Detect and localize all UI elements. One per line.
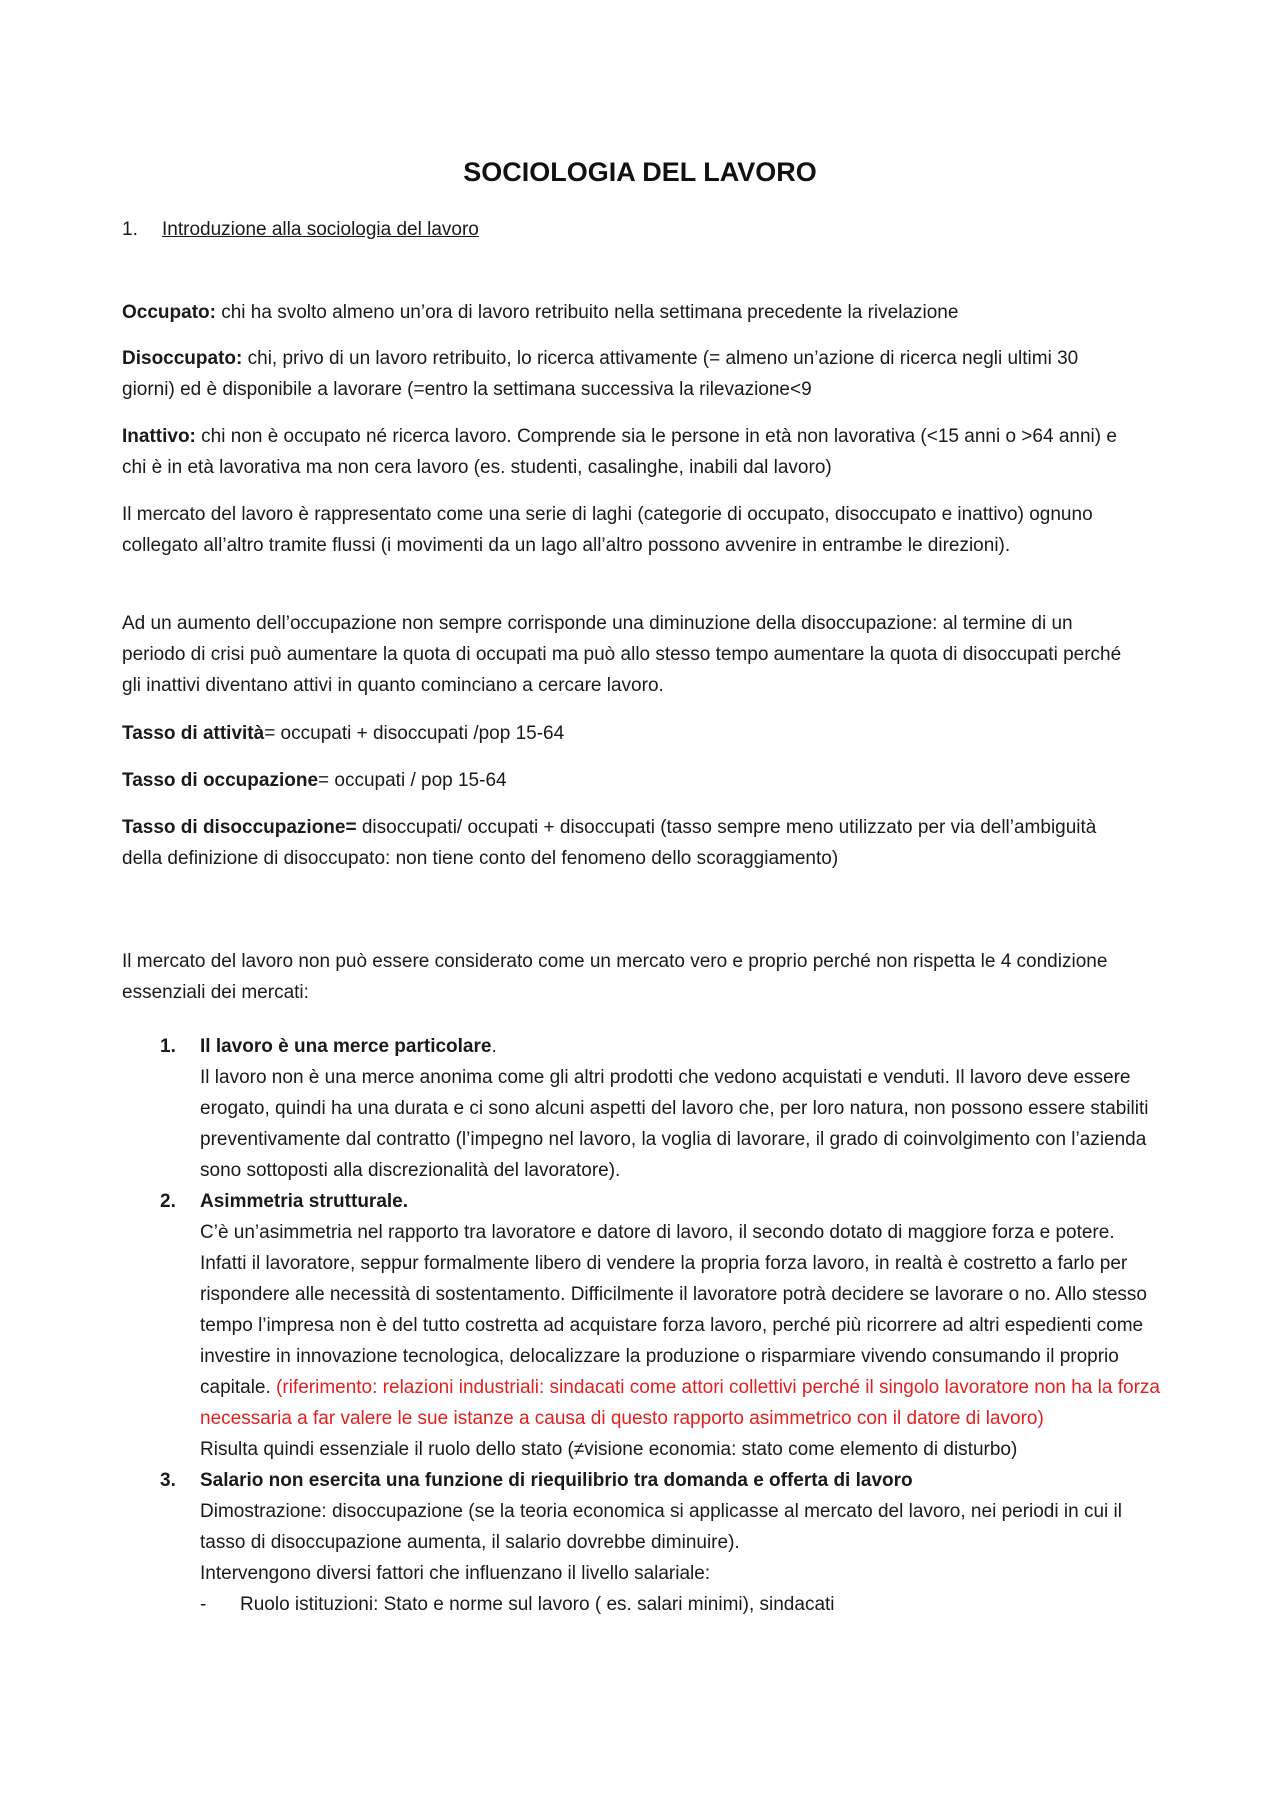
rate-term: Tasso di occupazione	[122, 770, 319, 791]
list-tail: Risulta quindi essenziale il ruolo dello stato (≠visione economia: stato come elemento di disturbo)	[200, 1439, 1018, 1460]
paragraph-laghi: Il mercato del lavoro è rappresentato come una serie di laghi (categorie di occupato, disoccupato e inattivo) ognuno collegato all’altro tramite flussi (i movimenti da un lago all’altro possono avvenire in entrambe le direzioni).	[122, 504, 1093, 556]
list-heading: Salario non esercita una funzione di riequilibrio tra domanda e offerta di lavoro	[200, 1470, 913, 1491]
section-label: Introduzione alla sociologia del lavoro	[162, 219, 479, 240]
definition-occupato	[122, 297, 1132, 328]
page-title: SOCIOLOGIA DEL LAVORO	[463, 157, 817, 187]
definition-term: Occupato:	[122, 302, 216, 323]
definition-disoccupato	[122, 343, 1132, 405]
paragraph-aumento: Ad un aumento dell’occupazione non sempre corrisponde una diminuzione della disoccupazione: al termine di un periodo di crisi può aumentare la quota di occupati ma può allo stesso tempo aumentare la quota di disoccupati perché gli inattivi diventano attivi in quanto cominciano a cercare lavoro.	[122, 613, 1122, 696]
paragraph-mercato: Il mercato del lavoro non può essere considerato come un mercato vero e proprio perché non rispetta le 4 condizione essenziali dei mercati:	[122, 951, 1108, 1003]
list-body	[200, 1217, 1162, 1434]
definition-text: chi ha svolto almeno un’ora di lavoro retribuito nella settimana precedente la rivelazione	[215, 302, 959, 323]
definition-text: chi, privo di un lavoro retribuito, lo ricerca attivamente (= almeno un’azione di ricerca negli ultimi 30 giorni) ed è disponibile a lavorare (=entro la settimana successiva la rilevazione<9	[122, 348, 1079, 400]
list-body-text: C’è un’asimmetria nel rapporto tra lavoratore e datore di lavoro, il secondo dotato di maggiore forza e potere. Infatti il lavoratore, seppur formalmente libero di vendere la propria forza lavoro, in realtà è costretto a farlo per rispondere alle necessità di sostentamento. Difficilmente il lavoratore potrà decidere se lavorare o no. Allo stesso tempo l’impresa non è del tutto costretta ad acquistare forza lavoro, perché più ricorrere ad altri espedienti come investire in innovazione tecnologica, delocalizzare la produzione o risparmiare vivendo consumando il proprio capitale.	[200, 1222, 1147, 1398]
definition-term: Disoccupato:	[122, 348, 243, 369]
rate-attivita	[122, 718, 1132, 749]
rate-disoccupazione	[122, 812, 1132, 874]
list-number: 2.	[160, 1191, 176, 1212]
conditions-list	[122, 1031, 1162, 1620]
list-body: Dimostrazione: disoccupazione (se la teoria economica si applicasse al mercato del lavoro, nei periodi in cui il tasso di disoccupazione aumenta, il salario dovrebbe diminuire).	[200, 1501, 1122, 1553]
bullet-text: Ruolo istituzioni: Stato e norme sul lavoro ( es. salari minimi), sindacati	[240, 1594, 835, 1615]
rate-text: = occupati + disoccupati /pop 15-64	[264, 723, 565, 744]
rate-term: Tasso di disoccupazione=	[122, 817, 357, 838]
list-heading: Il lavoro è una merce particolare	[200, 1036, 492, 1057]
list-body: Il lavoro non è una merce anonima come gli altri prodotti che vedono acquistati e venduti. Il lavoro deve essere erogato, quindi ha una durata e ci sono alcuni aspetti del lavoro che, per loro natura, non possono essere stabiliti preventivamente dal contratto (l’impegno nel lavoro, la voglia di lavorare, il grado di coinvolgimento con l’azienda sono sottoposti alla discrezionalità del lavoratore).	[200, 1067, 1149, 1181]
rate-text: disoccupati/ occupati + disoccupati (tasso sempre meno utilizzato per via dell’ambiguità della definizione di disoccupato: non tiene conto del fenomeno dello scoraggiamento)	[122, 817, 1097, 869]
reference-note: (riferimento: relazioni industriali: sindacati come attori collettivi perché il singolo lavoratore non ha la forza necessaria a far valere le sue istanze a causa di questo rapporto asimmetrico con il datore di lavoro)	[200, 1377, 1160, 1429]
definition-inattivo	[122, 421, 1132, 483]
list-item	[122, 1186, 1162, 1465]
definition-term: Inattivo:	[122, 426, 196, 447]
list-heading-suffix: .	[491, 1036, 497, 1057]
list-heading: Asimmetria strutturale.	[200, 1191, 409, 1212]
bullet-item	[122, 1589, 1162, 1620]
list-number: 3.	[160, 1470, 176, 1491]
section-number: 1.	[122, 219, 138, 240]
rate-occupazione	[122, 765, 1132, 796]
rate-term: Tasso di attività	[122, 723, 265, 744]
list-item	[122, 1031, 1162, 1186]
rate-text: = occupati / pop 15-64	[318, 770, 507, 791]
list-body-2: Intervengono diversi fattori che influenzano il livello salariale:	[200, 1563, 711, 1584]
list-item	[122, 1465, 1162, 1589]
section-heading	[122, 214, 479, 245]
list-number: 1.	[160, 1036, 176, 1057]
bullet-marker: -	[200, 1594, 207, 1615]
definition-text: chi non è occupato né ricerca lavoro. Comprende sia le persone in età non lavorativa (<15 anni o >64 anni) e chi è in età lavorativa ma non cera lavoro (es. studenti, casalinghe, inabili dal lavoro)	[122, 426, 1117, 478]
